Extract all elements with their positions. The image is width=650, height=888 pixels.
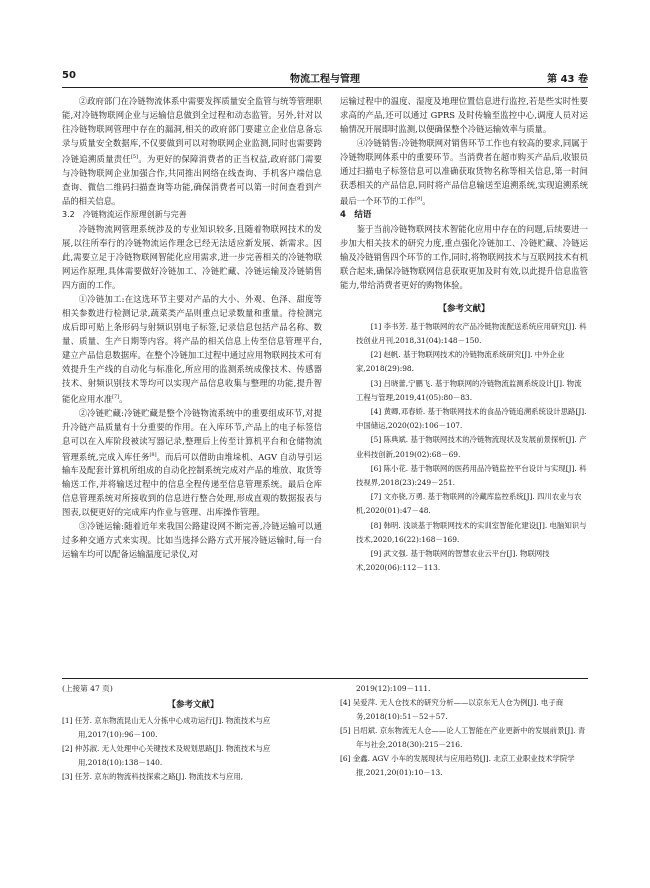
continued-note: (上接第 47 页) <box>62 684 113 693</box>
continued-references-right <box>340 682 588 780</box>
reference-item: [1] 李书芳. 基于物联网的农产品冷链物流配送系统应用研究[J]. 科技创业月刊,2018,31(04):148－150. <box>356 321 587 345</box>
text: 。 <box>119 393 128 404</box>
references-title: 【参考文献】 <box>438 303 490 314</box>
citation: [9] <box>415 196 423 202</box>
citation: [8] <box>149 451 157 458</box>
paragraph: 冷链物流网管理系统涉及的专业知识较多,且随着物联网技术的发展,以往所奉行的冷链物流运作理念已经无法适应新发展、新需求。因此,需要立足于冷链物联网智能化应用需求,进一步完善相关的冷链物联网运作原理,具体需要做好冷链加工、冷链贮藏、冷链运输及冷链销售四方面的工作。 <box>62 223 322 290</box>
reference-item: [5] 吕绍斌. 京东物流无人仓——论人工智能在产业更新中的发展前景[J]. 青年与社会,2018(30):215－216. <box>340 726 586 749</box>
paragraph: 鉴于当前冷链物联网技术智能化应用中存在的问题,后续要进一步加大相关技术的研究力度,重点强化冷链加工、冷链贮藏、冷链运输及冷链销售四个环节的工作,同时,将物联网技术与互联网技术有机联合起来,确保冷链物联网信息获取更加及时有效,以此提升信息监管能力,带给消费者更好的购物体验。 <box>340 223 588 290</box>
reference-item: [2] 赵帆. 基于物联网技术的冷链物流系统研究[J]. 中外企业家,2018(29):98. <box>356 350 565 374</box>
page-header <box>62 70 588 86</box>
journal-title: 物流工程与管理 <box>290 74 360 85</box>
subsection-heading: 3.2 冷链物流运作原理创新与完善 <box>62 209 187 219</box>
text: ④冷链销售:冷链物联网对销售环节工作也有较高的要求,同属于冷链物联网体系中的重要环节。当消费者在超市购买产品后,收银员通过扫描电子标签信息可以准确获取货物名称等相关信息,第一时间获悉相关的产品信息,同时将产品信息输送至追溯系统,实现追溯系统最后一个环节的工作 <box>340 138 588 206</box>
text: ①冷链加工:在这选环节主要对产品的大小、外观、色泽、甜度等相关参数进行检测记录,蔬菜类产品则重点记录数量和重量。待检测完成后即可贴上条形码与射频识别电子标签,记录信息包括产品名称、数量、质量、生产日期等内容。将产品的相关信息上传至信息管理平台,建立产品信息数据库。在整个冷链加工过程中通过应用物联网技术可有效提升生产线的自动化与标准化,所应用的监测系统成像技术、传感器技术、射频识别技术等均可以实现产品信息收集与整理的功能,提升智能化应用水准 <box>62 293 322 404</box>
text: 。为更好的保障消费者的正当权益,政府部门需要与冷链物联网企业加强合作,共同推出网络在线查询、手机客户端信息查询、微信二维码扫描查询等功能,确保消费者可以第一时间查看到产品的相关信息。 <box>62 153 323 206</box>
paragraph <box>62 406 322 520</box>
paragraph <box>62 94 322 208</box>
section-divider <box>62 678 588 679</box>
page-number: 50 <box>62 70 76 81</box>
text: 。而后可以借助由堆垛机、AGV 自动导引运输车及配套计算机所组成的自动化控制系统完成对产品的堆放、取货等输送工作,并将输送过程中的信息全程传递至信息管理系统。最后仓库信息管理系统对所接收到的信息进行整合处理,形成直观的数据报表与图表,以便更好的完成库内作业与管理、出库操作管理。 <box>62 451 322 518</box>
text: ②政府部门在冷链物流体系中需要发挥质量安全监管与统等管理职能,对冷链物联网企业与运输信息做到全过程和动态监管。另外,针对以往冷链物联网管理中存在的漏洞,相关的政府部门要建立企业信息备忘录与质量安全数据库,不仅要做到可以对物联网企业监测,同时也需要跨冷链追溯质量责任 <box>62 96 322 164</box>
text: ②冷链贮藏:冷链贮藏是整个冷链物流系统中的重要组成环节,对提升冷链产品质量有十分重要的作用。在入库环节,产品上的电子标签信息可以在入库阶段被读写器记录,整理后上传至计算机平台和仓储物流管理系统,完成入库任务 <box>62 407 322 462</box>
reference-item: [1] 任芳. 京东物流昆山无人分拣中心成功运行[J]. 物流技术与应用,2017(10):96－100. <box>62 716 271 739</box>
reference-item: [6] 陈小花. 基于物联网的医药用品冷链监控平台设计与实现[J]. 科技视界,2018(23):249－251. <box>356 463 587 488</box>
paragraph: ③冷链运输:随着近年来我国公路建设网不断完善,冷链运输可以通过多种交通方式来实现。比如当选择公路方式开展冷链运输时,每一台运输车均可以配备运输温度记录仪,对 <box>62 521 322 560</box>
reference-item: [3] 吕晓蕾,宁鹏飞. 基于物联网的冷链物流监测系统设计[J]. 物流工程与管理,2019,41(05):80－83. <box>356 378 582 402</box>
continued-references-left <box>62 682 324 784</box>
volume-label: 第 43 卷 <box>547 74 588 85</box>
header-rule <box>62 87 588 88</box>
reference-item: [6] 金鑫. AGV 小车的发展现状与应用趋势[J]. 北京工业职业技术学院学报,2021,20(01):10－13. <box>340 754 575 777</box>
reference-item: [5] 陈典斌. 基于物联网技术的冷链物流现状及发展前景探析[J]. 产业科技创新,2019(02):68－69. <box>356 435 587 459</box>
paragraph <box>340 136 588 208</box>
paragraph: 运输过程中的温度、湿度及地理位置信息进行监控,若是些实时性要求高的产品,还可以通过 GPRS 及时传输至监控中心,调度人员对运输情况开展即时监测,以便确保整个冷链运输效率与质量。 <box>340 96 588 134</box>
reference-item: [9] 武文强. 基于物联网的智慧农业云平台[J]. 物联网技术,2020(06):112－113. <box>356 549 550 573</box>
left-column <box>62 94 322 561</box>
references-title: 【参考文献】 <box>167 700 219 710</box>
reference-item: [2] 仲苏淑. 无人处理中心关键技术及规划思路[J]. 物流技术与应用,2018(10):138－140. <box>62 744 271 767</box>
reference-continuation: 2019(12):109－111. <box>356 684 431 693</box>
references-list <box>340 320 588 576</box>
reference-item: [7] 文亦骁,万勇. 基于物联网的冷藏库监控系统[J]. 四川农业与农机,2020(01):47－48. <box>356 492 582 516</box>
paragraph <box>62 292 322 406</box>
citation: [5] <box>130 154 139 160</box>
reference-item: [8] 韩明. 浅谈基于物联网技术的实训室智能化建设[J]. 电脑知识与技术,2020,16(22):168－169. <box>356 520 587 544</box>
section-heading: 4 结语 <box>340 209 372 220</box>
right-column <box>340 94 588 575</box>
citation: [7] <box>112 393 120 400</box>
text: 。 <box>422 195 431 206</box>
reference-item: [4] 黄卿,邓春娇. 基于物联网技术的食品冷链追溯系统设计思路[J]. 中国储运,2020(02):106－107. <box>356 407 587 431</box>
reference-item: [3] 任芳. 京东的物流科技探索之路[J]. 物流技术与应用, <box>62 772 244 781</box>
reference-item: [4] 吴爱萍. 无人仓技术的研究分析——以京东无人仓为例[J]. 电子商务,2018(10):51－52＋57. <box>340 698 564 721</box>
